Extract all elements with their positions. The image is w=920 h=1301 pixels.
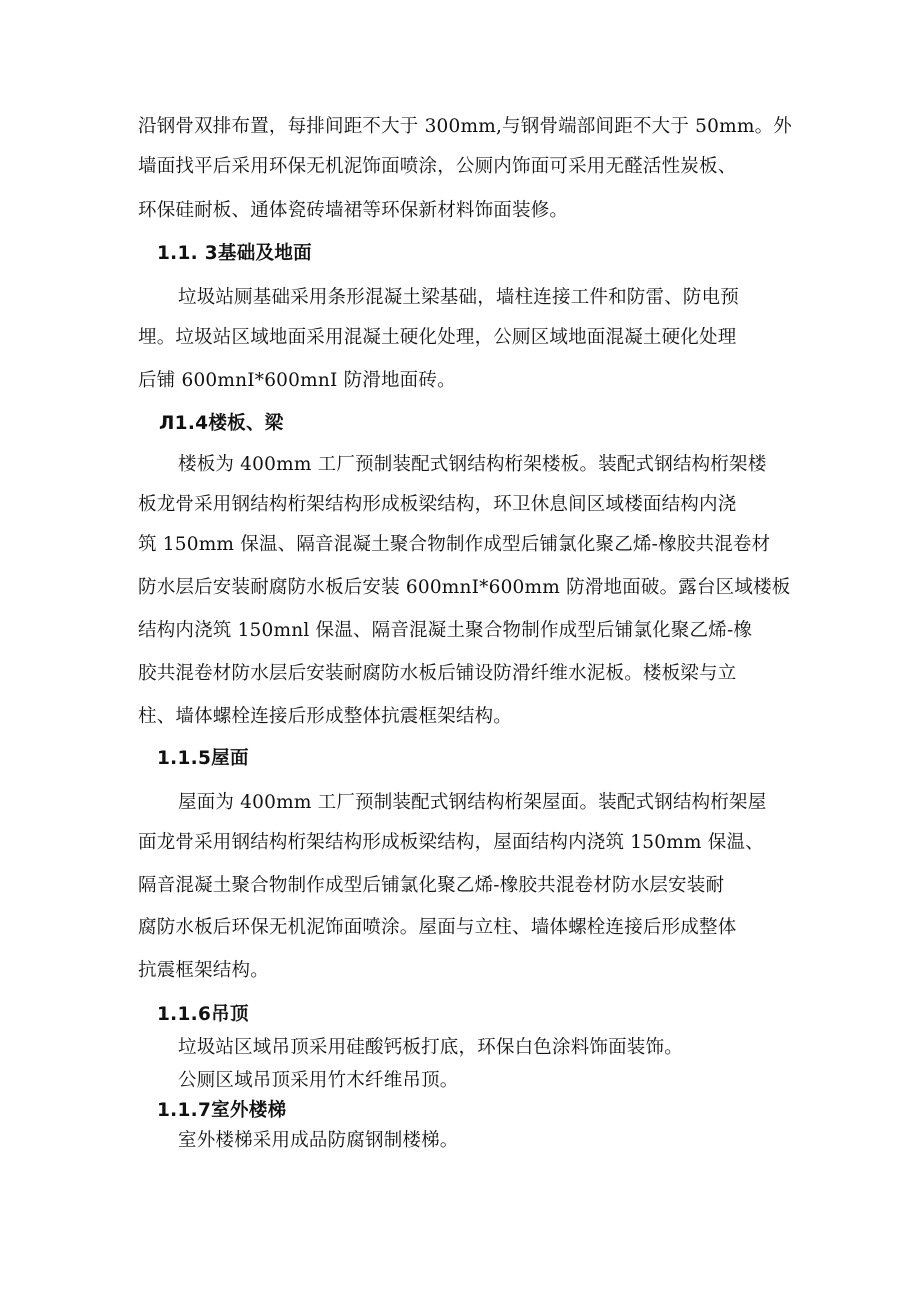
paragraph-line: 柱、墙体螺栓连接后形成整体抗震框架结构。 [138, 706, 513, 727]
paragraph-line: 结构内浇筑 150mnl 保温、隔音混凝土聚合物制作成型后铺氯化聚乙烯-橡 [138, 620, 753, 641]
paragraph-line: 公厕区域吊顶采用竹木纤维吊顶。 [178, 1070, 459, 1091]
paragraph-line: 胶共混卷材防水层后安装耐腐防水板后铺设防滑纤维水泥板。楼板梁与立 [138, 663, 737, 684]
paragraph-line: 板龙骨采用钢结构桁架结构形成板梁结构，环卫休息间区域楼面结构内浇 [138, 494, 737, 515]
paragraph-line: 抗震框架结构。 [138, 960, 269, 981]
section-heading-1-1-3: 1.1. 3基础及地面 [157, 243, 312, 264]
paragraph-line: 防水层后安装耐腐防水板后安装 600mnI*600mm 防滑地面破。露台区域楼板 [138, 577, 791, 598]
paragraph-line: 楼板为 400mm 工厂预制装配式钢结构桁架楼板。装配式钢结构桁架楼 [178, 454, 767, 475]
paragraph-line: 环保硅耐板、通体瓷砖墙裙等环保新材料饰面装修。 [138, 200, 569, 221]
section-heading-1-1-5: 1.1.5屋面 [157, 748, 249, 769]
paragraph-line: 后铺 600mnI*600mnI 防滑地面砖。 [138, 370, 456, 391]
paragraph-line: 腐防水板后环保无机泥饰面喷涂。屋面与立柱、墙体螺栓连接后形成整体 [138, 917, 737, 938]
paragraph-line: 埋。垃圾站区域地面采用混凝土硬化处理，公厕区域地面混凝土硬化处理 [138, 327, 737, 348]
paragraph-line: 室外楼梯采用成品防腐钢制楼梯。 [178, 1130, 459, 1151]
paragraph-line: 垃圾站区域吊顶采用硅酸钙板打底，环保白色涂料饰面装饰。 [178, 1037, 683, 1058]
paragraph-line: 垃圾站厕基础采用条形混凝土梁基础，墙柱连接工件和防雷、防电预 [178, 287, 740, 308]
section-heading-1-1-4: Л1.4楼板、梁 [159, 413, 284, 434]
paragraph-line: 筑 150mm 保温、隔音混凝土聚合物制作成型后铺氯化聚乙烯-橡胶共混卷材 [138, 534, 771, 555]
paragraph-line: 屋面为 400mm 工厂预制装配式钢结构桁架屋面。装配式钢结构桁架屋 [178, 792, 767, 813]
paragraph-line: 面龙骨采用钢结构桁架结构形成板梁结构，屋面结构内浇筑 150mm 保温、 [138, 832, 764, 853]
paragraph-line: 沿钢骨双排布置，每排间距不大于 300mm,与钢骨端部间距不大于 50mm。外 [138, 116, 792, 137]
section-heading-1-1-7: 1.1.7室外楼梯 [157, 1100, 287, 1121]
section-heading-1-1-6: 1.1.6吊顶 [157, 1004, 249, 1025]
paragraph-line: 隔音混凝土聚合物制作成型后铺氯化聚乙烯-橡胶共混卷材防水层安装耐 [138, 875, 725, 896]
paragraph-line: 墙面找平后采用环保无机泥饰面喷涂，公厕内饰面可采用无醛活性炭板、 [138, 156, 737, 177]
